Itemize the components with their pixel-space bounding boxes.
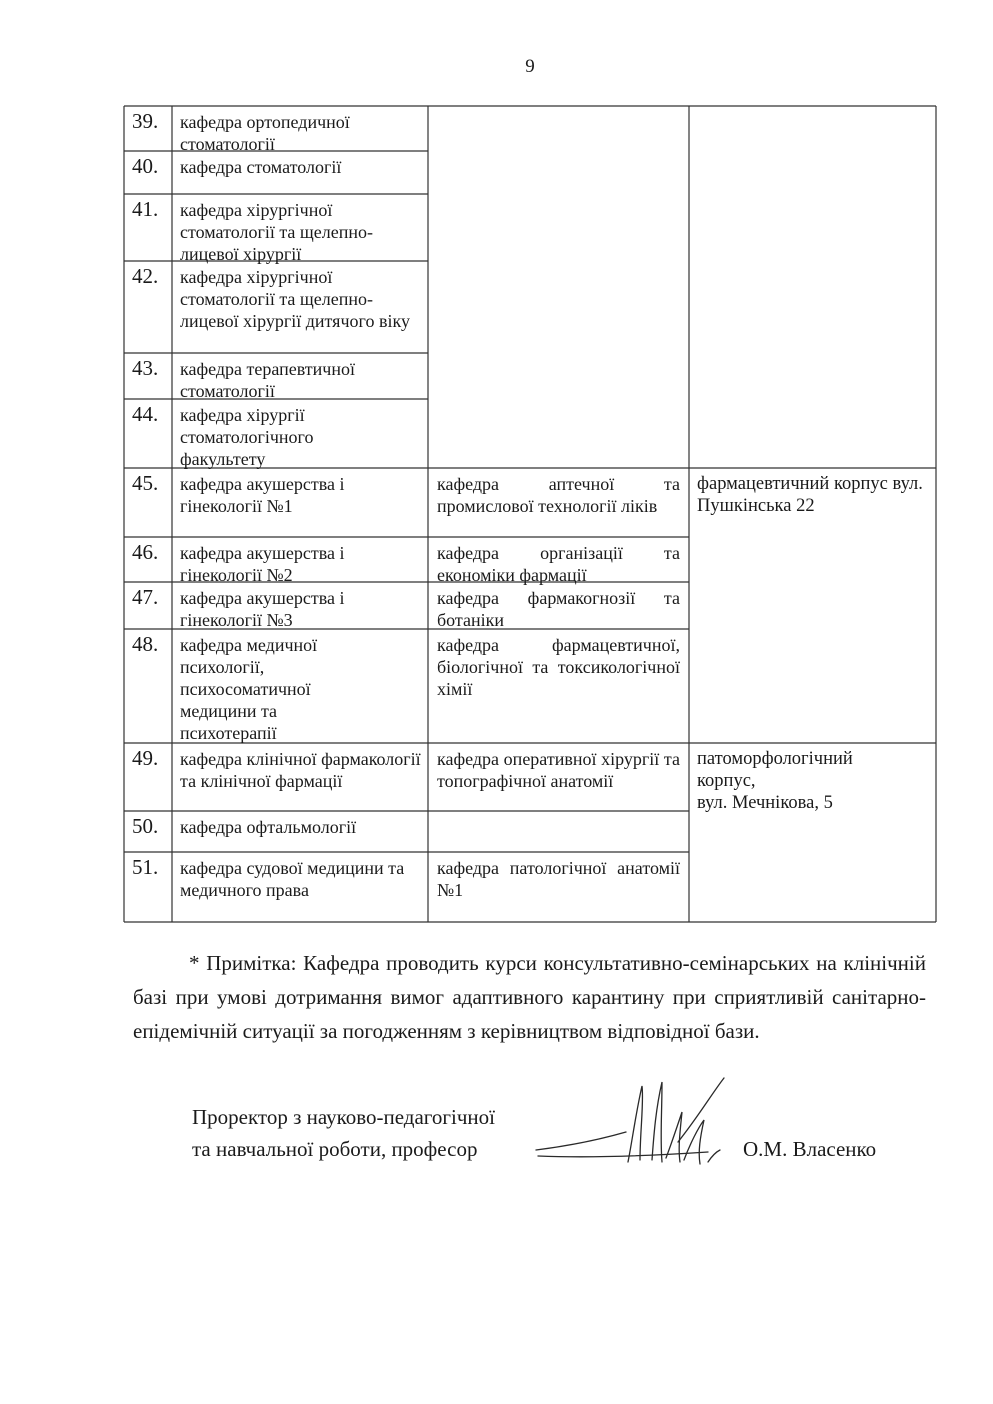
department-name: кафедра організації та економіки фармації bbox=[437, 543, 680, 585]
department-name: кафедра хірургічної стоматології та щелепно-лицевої хірургії bbox=[180, 200, 373, 264]
department-name: кафедра судової медицини та медичного права bbox=[180, 858, 405, 900]
department-name: кафедра стоматології bbox=[180, 157, 342, 177]
row-number: 45. bbox=[132, 471, 159, 495]
department-name: кафедра фармакогнозії та ботаніки bbox=[437, 588, 680, 630]
page-number: 9 bbox=[525, 56, 535, 77]
row-number: 44. bbox=[132, 402, 159, 426]
signatory-name: О.М. Власенко bbox=[743, 1137, 877, 1161]
department-name: кафедра фармацевтичної, біологічної та токсикологічної хімії bbox=[437, 635, 680, 699]
row-number: 43. bbox=[132, 356, 159, 380]
building-address: фармацевтичний корпус вул. Пушкінська 22 bbox=[697, 474, 923, 516]
signatory-title-line-2: та навчальної роботи, професор bbox=[192, 1137, 478, 1161]
department-name: кафедра офтальмології bbox=[180, 817, 357, 837]
row-number: 41. bbox=[132, 197, 159, 221]
row-number: 51. bbox=[132, 855, 159, 879]
building-address: вул. Мечнікова, 5 bbox=[697, 793, 833, 813]
row-number: 47. bbox=[132, 585, 159, 609]
row-number: 39. bbox=[132, 109, 159, 133]
row-number: 49. bbox=[132, 746, 159, 770]
row-number: 40. bbox=[132, 154, 159, 178]
department-name: кафедра патологічної анатомії №1 bbox=[437, 858, 680, 900]
row-number: 46. bbox=[132, 540, 159, 564]
department-name: кафедра клінічної фармакології та клінічної фармації bbox=[180, 749, 421, 791]
row-number: 50. bbox=[132, 814, 159, 838]
building-address: патоморфологічний bbox=[697, 749, 853, 769]
signatory-title-line-1: Проректор з науково-педагогічної bbox=[192, 1105, 495, 1129]
department-name: кафедра акушерства і гінекології №3 bbox=[180, 588, 345, 630]
department-name: кафедра оперативної хірургії та топографічної анатомії bbox=[437, 749, 680, 791]
row-number: 48. bbox=[132, 632, 159, 656]
row-number: 42. bbox=[132, 264, 159, 288]
handwritten-signature bbox=[528, 1072, 738, 1172]
department-name: кафедра терапевтичної стоматології bbox=[180, 359, 355, 401]
department-name: кафедра акушерства і гінекології №1 bbox=[180, 474, 345, 516]
department-name: кафедра хірургічної стоматології та щелепно-лицевої хірургії дитячого віку bbox=[180, 267, 410, 331]
department-name: кафедра медичної психології, психосоматичної медицини та психотерапії bbox=[180, 635, 318, 743]
department-name: кафедра ортопедичної стоматології bbox=[180, 112, 350, 154]
department-name: кафедра акушерства і гінекології №2 bbox=[180, 543, 345, 585]
department-name: кафедра аптечної та промислової технології ліків bbox=[437, 474, 680, 516]
footnote: * Примітка: Кафедра проводить курси консультативно-семінарських на клінічній базі при умові дотримання вимог адаптивного карантину при сприятливій санітарно-епідемічній ситуації за погодженням з керівництвом відповідної бази. bbox=[133, 951, 926, 1043]
building-address: корпус, bbox=[697, 771, 756, 791]
department-name: кафедра хірургії стоматологічного факультету bbox=[180, 405, 314, 469]
